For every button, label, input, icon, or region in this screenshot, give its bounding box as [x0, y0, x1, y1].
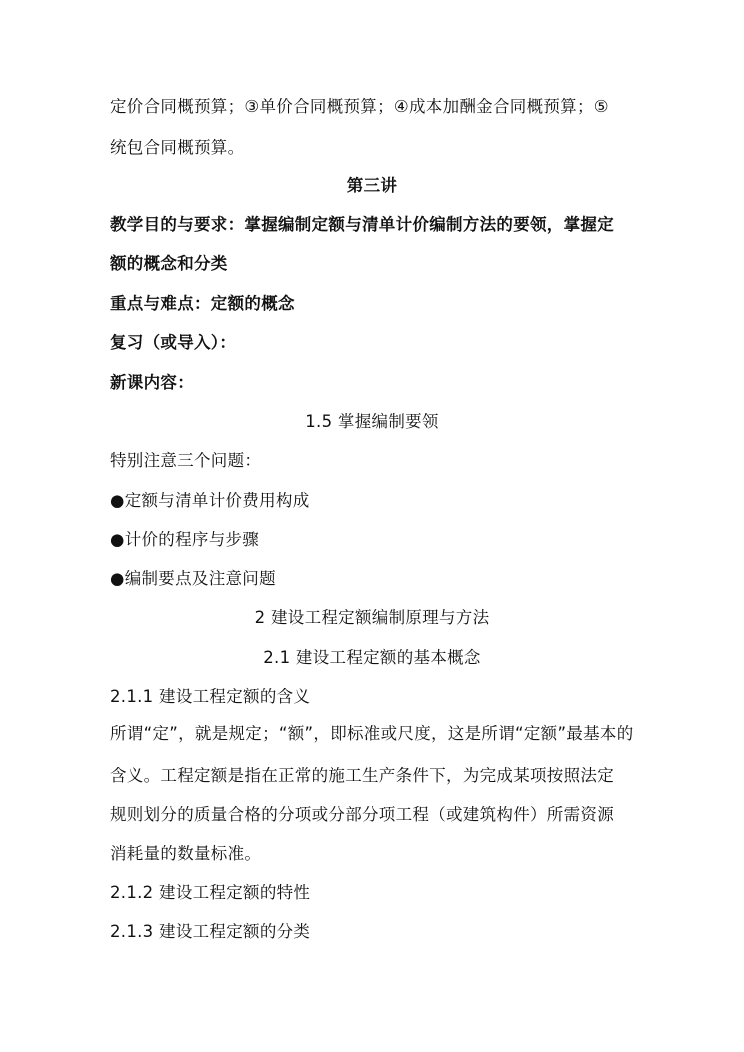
body-text-line: 所谓“定”，就是规定；“额”，即标准或尺度，这是所谓“定额”最基本的 [110, 724, 634, 743]
body-text-line: 统包合同概预算。 [110, 138, 245, 157]
section-heading: 2.1 建设工程定额的基本概念 [263, 648, 481, 667]
subsection-heading: 2.1.3 建设工程定额的分类 [110, 922, 311, 941]
section-heading: 1.5 掌握编制要领 [305, 412, 439, 431]
bullet-item: ●计价的程序与步骤 [110, 530, 260, 549]
subsection-heading: 2.1.1 建设工程定额的含义 [110, 687, 311, 706]
bullet-item: ●定额与清单计价费用构成 [110, 491, 310, 510]
subsection-heading: 2.1.2 建设工程定额的特性 [110, 883, 311, 902]
body-text-line: 含义。工程定额是指在正常的施工生产条件下，为完成某项按照法定 [110, 766, 614, 785]
body-text-line: 特别注意三个问题： [110, 451, 262, 470]
bullet-item: ●编制要点及注意问题 [110, 569, 276, 588]
key-points: 重点与难点：定额的概念 [110, 294, 295, 313]
new-content-heading: 新课内容： [110, 373, 194, 392]
body-text-line: 消耗量的数量标准。 [110, 844, 262, 863]
teaching-goals-line: 教学目的与要求：掌握编制定额与清单计价编制方法的要领，掌握定 [110, 215, 614, 234]
review-heading: 复习（或导入）： [110, 333, 237, 352]
teaching-goals-line: 额的概念和分类 [110, 254, 228, 273]
lecture-title: 第三讲 [346, 176, 398, 195]
body-text-line: 定价合同概预算；③单价合同概预算；④成本加酬金合同概预算；⑤ [110, 97, 609, 116]
body-text-line: 规则划分的质量合格的分项或分部分项工程（或建筑构件）所需资源 [110, 805, 614, 824]
chapter-heading: 2 建设工程定额编制原理与方法 [254, 608, 490, 627]
